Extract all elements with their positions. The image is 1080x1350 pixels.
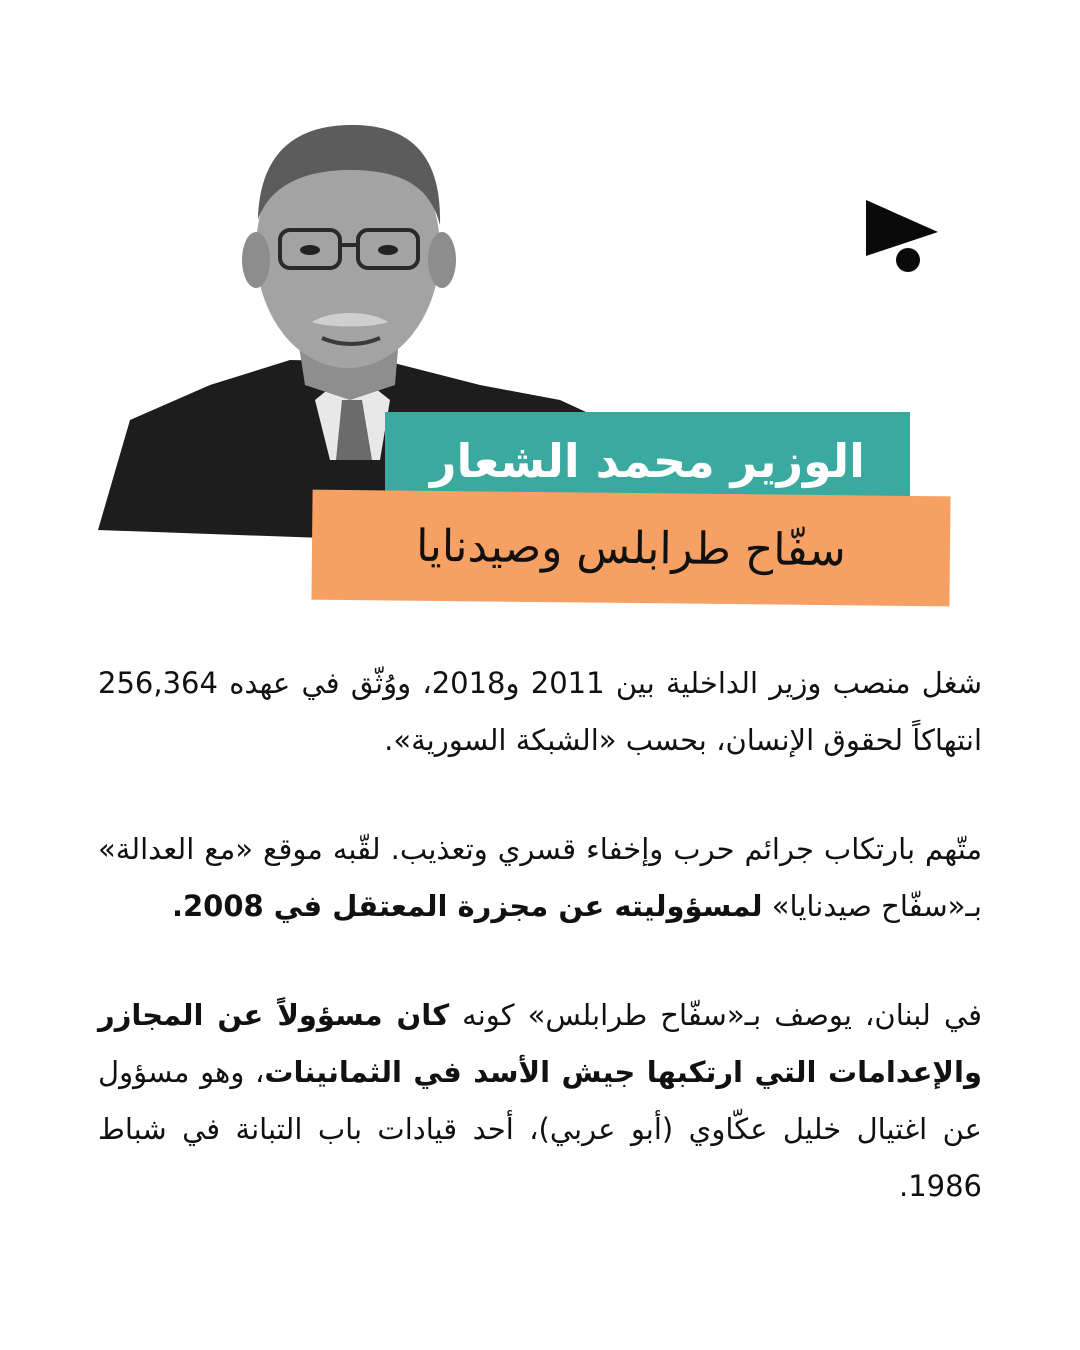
paragraph-1	[98, 655, 982, 769]
article-body	[98, 655, 982, 1267]
paragraph-2	[98, 821, 982, 935]
paragraph-3-text-end: ، وهو مسؤول عن اغتيال خليل عكّاوي (أبو عربي)، أحد قيادات باب التبانة في شباط 1986.	[98, 1055, 982, 1203]
paragraph-3-text-start: في لبنان، يوصف بـ«سفّاح طرابلس» كونه	[449, 998, 983, 1032]
person-name: الوزير محمد الشعار	[430, 434, 865, 488]
paragraph-3	[98, 987, 982, 1215]
paragraph-2-bold: لمسؤوليته عن مجزرة المعتقل في 2008.	[171, 889, 763, 923]
person-subtitle: سفّاح طرابلس وصيدنايا	[415, 520, 847, 576]
paragraph-2-text: متّهم بارتكاب جرائم حرب وإخفاء قسري وتعذيب. لقّبه موقع «مع العدالة» بـ«سفّاح صيدنايا»	[98, 832, 982, 923]
paragraph-3-bold: كان مسؤولاً عن المجازر والإعدامات التي ارتكبها جيش الأسد في الثمانينات	[98, 998, 982, 1089]
subtitle-banner	[311, 490, 950, 607]
play-triangle-dot-logo	[862, 196, 942, 276]
paragraph-1-text: شغل منصب وزير الداخلية بين 2011 و2018، ووُثّق في عهده 256,364 انتهاكاً لحقوق الإنسان، بحسب «الشبكة السورية».	[98, 666, 982, 757]
